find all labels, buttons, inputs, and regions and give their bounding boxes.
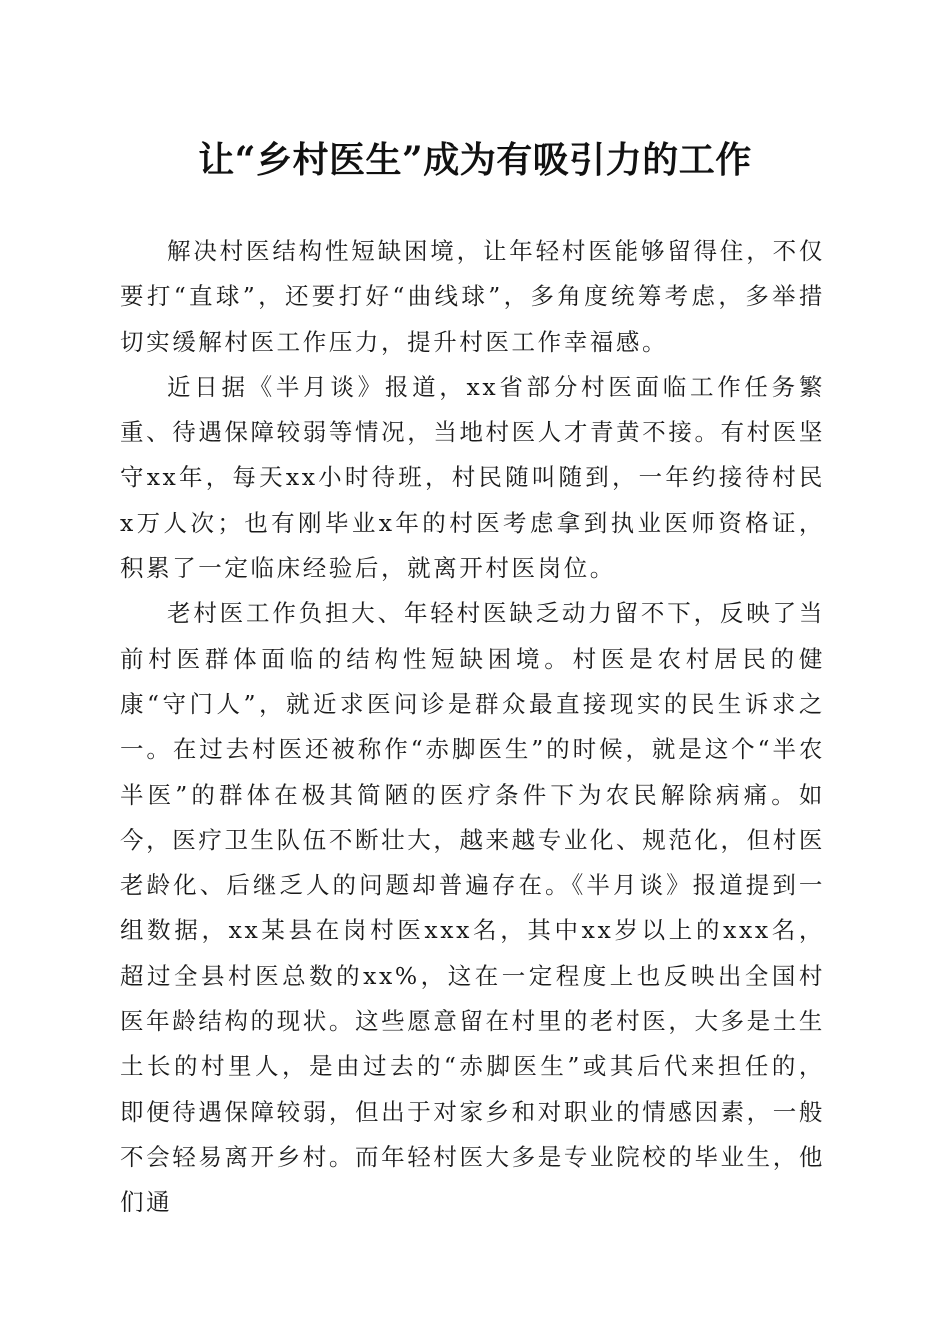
paragraph-1: 解决村医结构性短缺困境，让年轻村医能够留得住，不仅要打“直球”，还要打好“曲线球”，多角度统筹考虑，多举措切实缓解村医工作压力，提升村医工作幸福感。 <box>120 237 825 356</box>
paragraph-2: 近日据《半月谈》报道，xx省部分村医面临工作任务繁重、待遇保障较弱等情况，当地村医人才青黄不接。有村医坚守xx年，每天xx小时待班，村民随叫随到，一年约接待村民x万人次；也有刚毕业x年的村医考虑拿到执业医师资格证，积累了一定临床经验后，就离开村医岗位。 <box>120 372 825 583</box>
document-body <box>120 229 825 1226</box>
paragraph-3: 老村医工作负担大、年轻村医缺乏动力留不下，反映了当前村医群体面临的结构性短缺困境。村医是农村居民的健康“守门人”，就近求医问诊是群众最直接现实的民生诉求之一。在过去村医还被称作“赤脚医生”的时候，就是这个“半农半医”的群体在极其简陋的医疗条件下为农民解除病痛。如今，医疗卫生队伍不断壮大，越来越专业化、规范化，但村医老龄化、后继乏人的问题却普遍存在。《半月谈》报道提到一组数据，xx某县在岗村医xxx名，其中xx岁以上的xxx名，超过全县村医总数的xx%，这在一定程度上也反映出全国村医年龄结构的现状。这些愿意留在村里的老村医，大多是土生土长的村里人，是由过去的“赤脚医生”或其后代来担任的，即便待遇保障较弱，但出于对家乡和对职业的情感因素，一般不会轻易离开乡村。而年轻村医大多是专业院校的毕业生，他们通 <box>120 599 825 1217</box>
page-title: 让“乡村医生”成为有吸引力的工作 <box>198 139 752 181</box>
